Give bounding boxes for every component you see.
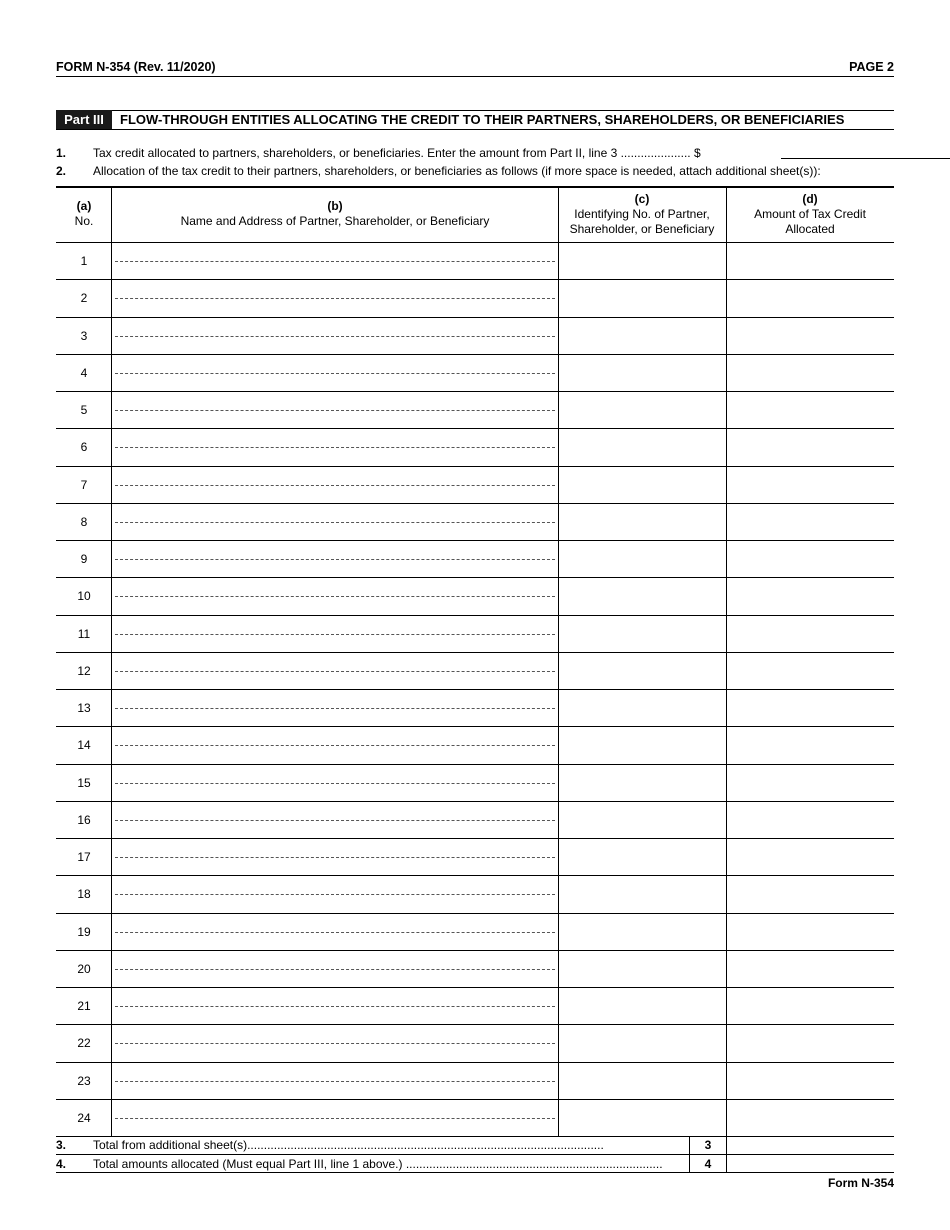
identifying-number-field[interactable] [559,503,726,540]
identifying-number-field[interactable] [559,242,726,279]
credit-amount-field[interactable] [727,1099,894,1136]
line-4-text: Total amounts allocated (Must equal Part III, line 1 above.) ............................................................................. [93,1157,663,1171]
line-1-amount-field[interactable] [781,158,950,159]
row-number: 4 [80,365,88,380]
line-1-number: 1. [56,146,67,160]
row-dashed-divider [115,745,555,746]
credit-amount-field[interactable] [727,1062,894,1099]
credit-amount-field[interactable] [727,987,894,1024]
identifying-number-field[interactable] [559,987,726,1024]
row-number: 17 [77,850,91,864]
identifying-number-field[interactable] [559,1062,726,1099]
row-number: 19 [77,924,91,939]
identifying-number-field[interactable] [559,279,726,316]
row-dashed-divider [115,671,555,672]
credit-amount-field[interactable] [727,242,894,279]
row-number: 9 [80,552,88,566]
header-rule [56,76,894,77]
row-dashed-divider [115,336,555,337]
row-dashed-divider [115,1006,555,1007]
line-4-number: 4. [56,1157,67,1171]
identifying-number-field[interactable] [559,689,726,726]
line-1-text: Tax credit allocated to partners, shareholders, or beneficiaries. Enter the amount from Part II, line 3 ..................... $ [93,146,701,160]
credit-amount-field[interactable] [727,577,894,614]
identifying-number-field[interactable] [559,875,726,912]
identifying-number-field[interactable] [559,391,726,428]
row-number: 10 [77,589,91,604]
row-number: 15 [77,775,91,790]
row-number: 8 [80,514,88,529]
row-dashed-divider [115,894,555,895]
row-number: 21 [77,999,91,1013]
line-2-number: 2. [56,164,67,178]
credit-amount-field[interactable] [727,801,894,838]
total-bottom-border [56,1172,894,1173]
row-dashed-divider [115,708,555,709]
identifying-number-field[interactable] [559,540,726,577]
col-a-letter: (a) [76,199,92,213]
credit-amount-field[interactable] [727,615,894,652]
col-b-label: Name and Address of Partner, Shareholder, or Beneficiary [180,214,490,228]
form-id: FORM N-354 (Rev. 11/2020) [56,60,216,74]
col-c-letter: (c) [634,192,650,206]
identifying-number-field[interactable] [559,428,726,465]
credit-amount-field[interactable] [727,503,894,540]
col-d-label-1: Amount of Tax Credit [754,207,866,221]
row-dashed-divider [115,447,555,448]
row-number: 16 [77,812,91,827]
row-dashed-divider [115,932,555,933]
col-c-label-1: Identifying No. of Partner, [574,207,710,221]
row-dashed-divider [115,522,555,523]
identifying-number-field[interactable] [559,652,726,689]
row-number: 14 [77,738,91,753]
row-dashed-divider [115,559,555,560]
row-number: 5 [80,403,88,417]
credit-amount-field[interactable] [727,764,894,801]
col-d-letter: (d) [802,192,818,206]
row-dashed-divider [115,485,555,486]
credit-amount-field[interactable] [727,875,894,912]
identifying-number-field[interactable] [559,317,726,354]
identifying-number-field[interactable] [559,466,726,503]
row-number: 24 [77,1110,91,1125]
credit-amount-field[interactable] [727,317,894,354]
line-1 [56,146,894,162]
credit-amount-field[interactable] [727,726,894,763]
page-number: PAGE 2 [849,60,894,74]
identifying-number-field[interactable] [559,354,726,391]
row-number: 20 [77,961,91,976]
part-label: Part III [56,110,112,129]
line-4-amount-field[interactable] [727,1155,894,1172]
line-4-box: 4 [704,1157,712,1171]
identifying-number-field[interactable] [559,950,726,987]
line-2-text: Allocation of the tax credit to their partners, shareholders, or beneficiaries as follows (if more space is needed, attach additional sheet(s)): [93,164,821,178]
identifying-number-field[interactable] [559,1024,726,1061]
credit-amount-field[interactable] [727,652,894,689]
row-number: 12 [77,663,91,678]
identifying-number-field[interactable] [559,838,726,875]
col-b-header [112,199,558,229]
table-top-border [56,186,894,188]
row-dashed-divider [115,261,555,262]
identifying-number-field[interactable] [559,913,726,950]
credit-amount-field[interactable] [727,913,894,950]
credit-amount-field[interactable] [727,1024,894,1061]
line-2 [56,164,894,180]
identifying-number-field[interactable] [559,577,726,614]
footer-form-name: Form N-354 [827,1176,894,1190]
row-dashed-divider [115,820,555,821]
line-3-amount-field[interactable] [727,1137,894,1154]
line-3-number: 3. [56,1138,67,1152]
identifying-number-field[interactable] [559,801,726,838]
row-number: 23 [77,1073,91,1088]
identifying-number-field[interactable] [559,1099,726,1136]
credit-amount-field[interactable] [727,540,894,577]
row-dashed-divider [115,1118,555,1119]
credit-amount-field[interactable] [727,838,894,875]
row-dashed-divider [115,1081,555,1082]
credit-amount-field[interactable] [727,391,894,428]
row-dashed-divider [115,857,555,858]
part-title: FLOW-THROUGH ENTITIES ALLOCATING THE CREDIT TO THEIR PARTNERS, SHAREHOLDERS, OR BENEFICIARIES [120,112,845,127]
row-dashed-divider [115,410,555,411]
row-number: 6 [80,440,88,455]
row-number: 7 [80,477,88,492]
col-a-label: No. [74,214,94,228]
line-3-text: Total from additional sheet(s)........................................................................................................... [93,1138,604,1152]
row-number: 3 [80,328,88,343]
row-dashed-divider [115,596,555,597]
credit-amount-field[interactable] [727,279,894,316]
credit-amount-field[interactable] [727,428,894,465]
col-a-header [56,199,112,229]
col-d-header [726,192,894,237]
col-c-header [558,192,726,237]
identifying-number-field[interactable] [559,726,726,763]
col-c-label-2: Shareholder, or Beneficiary [569,222,715,236]
credit-amount-field[interactable] [727,354,894,391]
row-number: 11 [77,626,91,641]
row-number: 2 [80,291,88,306]
row-dashed-divider [115,783,555,784]
row-number: 18 [77,887,91,902]
row-dashed-divider [115,373,555,374]
col-b-letter: (b) [327,199,343,213]
identifying-number-field[interactable] [559,615,726,652]
row-dashed-divider [115,1043,555,1044]
line-3-box: 3 [704,1138,712,1152]
row-dashed-divider [115,969,555,970]
credit-amount-field[interactable] [727,466,894,503]
credit-amount-field[interactable] [727,689,894,726]
credit-amount-field[interactable] [727,950,894,987]
row-number: 22 [77,1036,91,1051]
row-number: 13 [77,701,91,715]
part-iii-header [56,110,894,130]
row-number: 1 [80,254,88,268]
row-dashed-divider [115,298,555,299]
row-dashed-divider [115,634,555,635]
col-d-label-2: Allocated [785,222,835,236]
identifying-number-field[interactable] [559,764,726,801]
